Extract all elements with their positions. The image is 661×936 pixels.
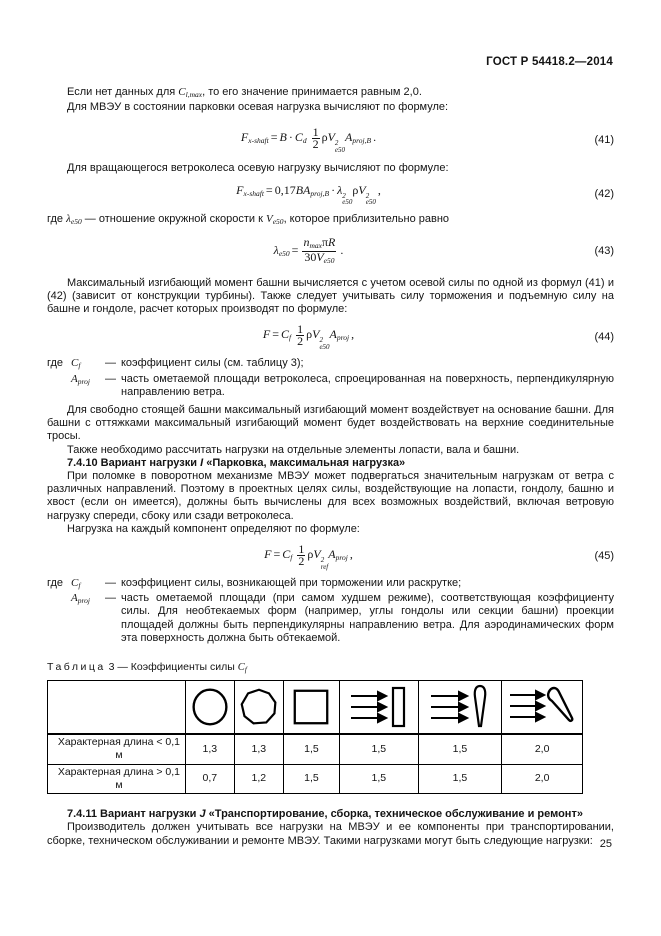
equation-45 [47,544,614,570]
equation-44 [47,324,614,350]
equation-41 [47,127,614,153]
flat-plate-wind-icon [339,681,418,735]
equation-number-45: (45) [594,550,614,563]
paragraph-free-standing-tower: Для свободно стоящей башни максимальный изгибающий момент воздействует на основание башни. Для башни с оттяжками максимальный изгибающий момент будет воздействовать на верхние соединительные тросы. [47,404,614,443]
formula-41: Fx-shaft = B · Cd $\frac{1}{2}$ ρV 2 e50 Aproj,B . [240,125,377,154]
heading-7-4-10: 7.4.10 Вариант нагрузки I «Парковка, максимальная нагрузка» [67,456,406,469]
row-label: Характерная длина > 0,1 м [48,764,186,793]
equation-42 [47,184,614,206]
symbol-Aproj: A [71,372,78,385]
cell-value: 1,3 [185,734,234,764]
paragraph-cimax: Если нет данных для Cl,max, то его значение принимается равным 2,0. [67,86,422,99]
definition-aproj-45: Aproj — часть ометаемой площади (при самом худшем режиме), соответствующая коэффициенту силы. Для необтекаемых форм (например, углы гондолы или секции башни) проекции площадей должны быть перпендикулярны направлению ветра. Для аэродинамических форм эта поверхность должна быть обтекаемой. [71,592,614,644]
cell-value: 1,3 [234,734,283,764]
page-content [47,86,614,848]
paragraph-individual-elements: Также необходимо рассчитать нагрузки на отдельные элементы лопасти, вала и башни. [67,443,520,456]
heading-7-4-11: 7.4.11 Вариант нагрузки J «Транспортирование, сборка, техническое обслуживание и ремонт» [67,808,583,821]
equation-number-43: (43) [594,244,614,257]
octagon-icon [234,681,283,735]
force-coefficient-table [47,680,583,794]
paragraph-rotating-load: Для вращающегося ветроколеса осевую нагрузку вычисляют по формуле: [67,162,449,175]
table-row [48,764,583,793]
paragraph-lambda-where: где λe50 — отношение окружной скорости к Ve50, которое приблизительно равно [47,212,450,226]
formula-44: F = Cf $\frac{1}{2}$ ρV 2 e50 Aproj , [262,322,355,351]
equation-number-41: (41) [594,133,614,146]
cell-value: 1,5 [283,734,339,764]
equation-number-42: (42) [594,188,614,200]
paragraph-parked-load: Для МВЭУ в состоянии парковки осевая нагрузка вычисляют по формуле: [67,101,449,114]
paragraph-yaw-failure: При поломке в поворотном механизме МВЭУ может подвергаться значительным нагрузкам от ветра с различных направлений. Поэтому в проектных целях силы, воздействующие на лопасти, гондолу, башню и хвост (если он имеется), должны быть вычислены для всех возможных воздействий, включая ветровую нагрузку спереди, сбоку или сзади ветроколеса. [47,470,614,522]
symbol-Cf: C [71,357,79,370]
cell-value: 2,0 [502,734,583,764]
symbol-lambda: λ [66,212,71,225]
cell-value: 1,5 [283,764,339,793]
symbol-V: V [265,212,273,225]
cell-value: 2,0 [502,764,583,793]
equation-43 [47,234,614,266]
cell-value: 1,5 [339,764,418,793]
streamlined-strut-wind-icon [418,681,502,735]
cell-value: 1,5 [418,734,502,764]
definition-list-44 [47,357,614,399]
table-caption: Таблица 3 — Коэффициенты силы Cf [47,661,247,675]
formula-45: F = Cf $\frac{1}{2}$ ρV 2 ref Aproj , [264,542,353,571]
paragraph-bending-moment: Максимальный изгибающий момент башни вычисляется с учетом осевой силы по одной из формул (41) и (42) (зависит от конструкции турбины). Также следует учитывать силу торможения и подъемную силу на башне и гондоле, расчет которых производят по формуле: [47,276,614,316]
formula-43: λe50 = $\frac{nmax\pi R}{30Ve50}$ . [273,234,344,265]
definition-aproj: Aproj — часть ометаемой площади ветроколеса, спроецированная на поверхность, перпендикулярную направлению ветра. [71,372,614,398]
paragraph-transport-loads: Производитель должен учитывать все нагрузки на МВЭУ и ее компоненты при транспортировании, сборке, техническом обслуживании и ремонте МВЭУ. Такими нагрузками могут быть следующие нагрузки: [47,821,614,847]
definition-list-45 [47,577,614,645]
square-icon [283,681,339,735]
row-label: Характерная длина < 0,1 м [48,734,186,764]
equation-number-44: (44) [594,330,614,343]
definition-cf-45: где Cf — коэффициент силы, возникающей при торможении или раскрутке; [47,577,462,591]
table-row [48,734,583,764]
cell-value: 1,2 [234,764,283,793]
paragraph-component-load: Нагрузка на каждый компонент определяют по формуле: [67,522,360,535]
definition-cf: где Cf — коэффициент силы (см. таблицу 3); [47,357,304,371]
table-icon-header-row [48,681,583,735]
inclined-airfoil-wind-icon [502,681,583,735]
cell-value: 0,7 [185,764,234,793]
doc-number: ГОСТ Р 54418.2—2014 [486,56,613,68]
page-number: 25 [599,838,612,850]
formula-42: Fx-shaft = 0,17BAproj,B · λ 2 e50 ρV 2 e50 , [236,182,381,207]
circle-icon [185,681,234,735]
cell-value: 1,5 [339,734,418,764]
symbol-C: C [178,86,186,98]
cell-value: 1,5 [418,764,502,793]
empty-header-cell [48,681,186,735]
